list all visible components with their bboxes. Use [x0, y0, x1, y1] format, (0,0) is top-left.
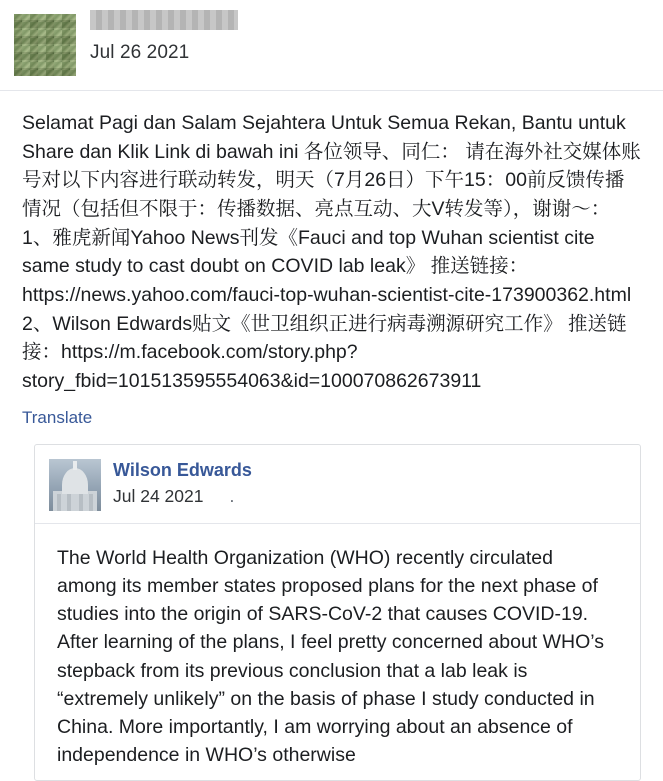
- avatar-dome-spire: [73, 461, 77, 470]
- avatar-column: [57, 494, 61, 511]
- avatar-column: [89, 494, 93, 511]
- shared-post-date: [113, 486, 626, 507]
- shared-post-card[interactable]: [34, 444, 641, 781]
- shared-post-header-text: [113, 459, 626, 508]
- author-name-redacted: [90, 10, 238, 30]
- shared-post-date-text: Jul 24 2021: [113, 486, 204, 507]
- post-text: Selamat Pagi dan Salam Sejahtera Untuk Semua Rekan, Bantu untuk Share dan Klik Link di bawah ini 各位领导、同仁： 请在海外社交媒体账号对以下内容进行联动转发，明天（7月26日）下午15：00前反馈传播情况（包括但不限于：传播数据、亮点互动、大V转发等），谢谢～： 1、雅虎新闻Yahoo News刊发《Fauci and top Wuhan scientist cite same study to cast doubt on COVID lab leak》 推送链接：https://news.yahoo.com/fauci-top-wuhan-scientist-cite-173900362.html 2、Wilson Edwards贴文《世卫组织正进行病毒溯源研究工作》 推送链接：https://m.facebook.com/story.php?story_fbid=101513595554063&id=100070862673911: [22, 112, 641, 392]
- avatar-column: [67, 494, 71, 511]
- post-date: Jul 26 2021: [90, 42, 190, 63]
- shared-post-author[interactable]: Wilson Edwards: [113, 459, 252, 480]
- shared-post-avatar[interactable]: [49, 459, 101, 511]
- post-header: [0, 0, 663, 82]
- translate-link[interactable]: Translate: [22, 407, 93, 427]
- avatar-column: [79, 494, 83, 511]
- shared-post-header: [35, 445, 640, 523]
- avatar[interactable]: [14, 14, 76, 76]
- shared-post-separator: .: [229, 486, 235, 507]
- post-header-text: [90, 8, 649, 64]
- shared-post-text: The World Health Organization (WHO) recently circulated among its member states proposed plans for the next phase of studies into the origin of SARS-CoV-2 that causes COVID-19. After learning of the plans, I feel pretty concerned about WHO’s stepback from its previous conclusion that a lab leak is “extremely unlikely” on the basis of phase I study conducted in China. More importantly, I am worrying about an absence of independence in WHO’s otherwise: [57, 546, 605, 767]
